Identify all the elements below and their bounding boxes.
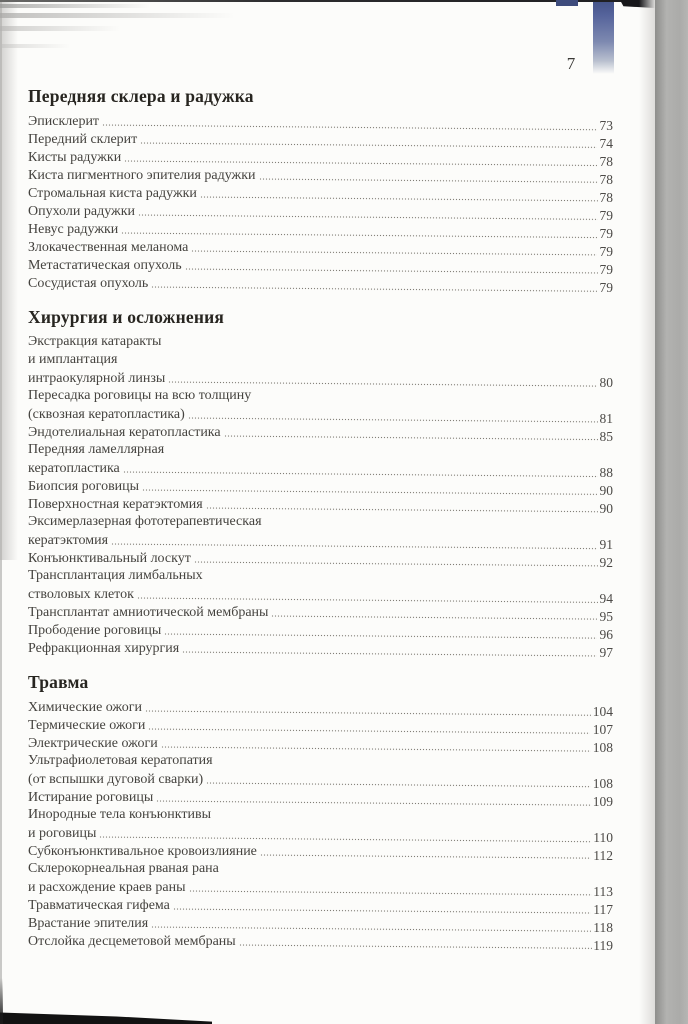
blue-tab-mark — [556, 0, 578, 6]
dot-leader — [271, 615, 597, 620]
toc-entry-line — [28, 405, 613, 426]
toc-entry-label: Кисты радужки — [28, 150, 122, 165]
toc-page-number: 104 — [592, 704, 613, 719]
toc-entry-label: (сквозная кератопластика) — [28, 407, 185, 422]
toc-page-number: 79 — [599, 208, 613, 223]
toc-entry-line — [28, 166, 613, 187]
toc-page-number: 117 — [593, 902, 613, 917]
toc-entry-label: Субконъюнктивальное кровоизлияние — [28, 844, 257, 859]
dot-leader — [239, 944, 592, 949]
toc-page-number: 110 — [593, 830, 613, 845]
toc-page-number: 96 — [599, 627, 613, 642]
toc-entry-line — [28, 567, 613, 585]
toc — [28, 86, 613, 953]
toc-page-number: 81 — [599, 411, 613, 426]
toc-entry-line — [28, 752, 613, 770]
toc-page-number: 92 — [599, 555, 613, 570]
toc-entry-label: интраокулярной линзы — [28, 371, 166, 386]
dot-leader — [191, 250, 597, 256]
section-title: Травма — [28, 672, 89, 692]
toc-entry-label: Истирание роговицы — [28, 790, 154, 805]
toc-entry-line — [28, 369, 613, 390]
dot-leader — [189, 890, 592, 896]
toc-entry-line — [28, 878, 613, 899]
toc-entry-label: Киста пигментного эпителия радужки — [28, 168, 256, 183]
toc-entry-line — [28, 806, 613, 824]
toc-entry-label: Отслойка десцеметовой мембраны — [28, 934, 236, 949]
toc-entry-label: кератопластика — [28, 461, 120, 476]
toc-entry-label: и имплантация — [28, 352, 118, 367]
toc-page-number: 95 — [599, 609, 613, 624]
toc-page-number: 109 — [592, 794, 613, 809]
toc-page-number: 85 — [599, 429, 613, 444]
page-number: 7 — [566, 54, 576, 73]
dot-leader — [194, 561, 598, 567]
dot-leader — [200, 196, 598, 202]
toc-entry-label: Термические ожоги — [28, 718, 146, 733]
toc-page-number: 108 — [592, 740, 613, 755]
toc-entry-line — [28, 351, 613, 369]
top-edge-line — [0, 0, 688, 2]
toc-entry-line — [28, 495, 613, 516]
toc-entry-line — [28, 274, 613, 295]
toc-entry-line — [28, 387, 613, 405]
toc-entry-line — [28, 770, 613, 791]
blue-chapter-ribbon — [593, 2, 614, 74]
toc-entry-line — [28, 914, 613, 935]
toc-entry-label: Стромальная киста радужки — [28, 186, 197, 201]
toc-page-number: 91 — [599, 537, 613, 552]
toc-entry-label: Трансплантат амниотической мембраны — [28, 605, 269, 620]
scan-streak — [0, 13, 235, 18]
toc-entry-label: Прободение роговицы — [28, 623, 162, 638]
toc-entry-line — [28, 603, 613, 624]
toc-page-number: 73 — [599, 118, 613, 133]
bottom-scan-wedge — [0, 1011, 212, 1024]
dot-leader — [182, 651, 597, 657]
left-binding-shadow — [0, 0, 18, 560]
toc-entry-label: Травматическая гифема — [28, 898, 170, 913]
toc-entry-line — [28, 698, 613, 719]
toc-entry-line — [28, 423, 613, 444]
toc-entry-label: и расхождение краев раны — [28, 880, 186, 895]
toc-entry-line — [28, 896, 613, 917]
toc-page-number: 88 — [599, 465, 613, 480]
scan-streak — [0, 26, 120, 31]
bottom-left-edge — [0, 978, 3, 1024]
toc-entry-line — [28, 238, 613, 259]
toc-entry-label: Инородные тела конъюнктивы — [28, 807, 211, 822]
toc-entry-line — [28, 459, 613, 480]
toc-entry-label: Биопсия роговицы — [28, 479, 140, 494]
toc-entry-line — [28, 441, 613, 459]
toc-entry-line — [28, 130, 613, 151]
left-edge-line — [0, 0, 2, 1024]
section-title: Передняя склера и радужка — [28, 86, 254, 106]
toc-entry-line — [28, 549, 613, 570]
toc-entry-label: Ультрафиолетовая кератопатия — [28, 753, 213, 768]
toc-entry-label: (от вспышки дуговой сварки) — [28, 772, 204, 787]
toc-entry-label: Поверхностная кератэктомия — [28, 497, 203, 512]
toc-page-number: 94 — [599, 591, 613, 606]
toc-entry-line — [28, 842, 613, 863]
toc-entry-line — [28, 220, 613, 241]
toc-page-number: 119 — [593, 938, 613, 953]
scan-streak — [0, 44, 70, 48]
toc-entry-line — [28, 639, 613, 660]
toc-entry-label: Склерокорнеальная рваная рана — [28, 861, 219, 876]
toc-page-number: 107 — [592, 722, 613, 737]
toc-entry-label: Передняя ламеллярная — [28, 442, 165, 457]
toc-entry-label: Конъюнктивальный лоскут — [28, 551, 191, 566]
right-page-shadow — [639, 0, 655, 1024]
toc-entry-line — [28, 585, 613, 606]
toc-entry-label: Химические ожоги — [28, 700, 142, 715]
toc-entry-label: Невус радужки — [28, 222, 119, 237]
toc-page-number: 78 — [599, 154, 613, 169]
toc-entry-label: Трансплантация лимбальных — [28, 568, 203, 583]
dot-leader — [206, 782, 591, 788]
toc-entry-line — [28, 860, 613, 878]
toc-page-number: 113 — [593, 884, 613, 899]
toc-entry-line — [28, 621, 613, 642]
toc-entry-label: кератэктомия — [28, 533, 109, 548]
toc-page-number: 79 — [599, 280, 613, 295]
toc-page-number: 90 — [599, 483, 613, 498]
section-title: Хирургия и осложнения — [28, 307, 225, 327]
toc-entry-line — [28, 112, 613, 133]
toc-entry-line — [28, 256, 613, 277]
toc-entry-line — [28, 716, 613, 737]
toc-page-number: 90 — [599, 501, 613, 516]
toc-entry-label: Экстракция катаракты — [28, 334, 162, 349]
toc-entry-line — [28, 932, 613, 953]
toc-entry-label: Метастатическая опухоль — [28, 258, 182, 273]
toc-page-number: 78 — [599, 172, 613, 187]
toc-page-number: 112 — [593, 848, 613, 863]
toc-entry-label: Пересадка роговицы на всю толщину — [28, 388, 252, 403]
toc-entry-label: Опухоли радужки — [28, 204, 135, 219]
toc-entry-line — [28, 788, 613, 809]
toc-page-number: 118 — [593, 920, 613, 935]
toc-entry-line — [28, 333, 613, 351]
dot-leader — [260, 854, 591, 859]
toc-page-number: 78 — [599, 190, 613, 205]
toc-entry-label: Электрические ожоги — [28, 736, 158, 751]
toc-entry-label: Врастание эпителия — [28, 916, 149, 931]
toc-page-number: 79 — [599, 226, 613, 241]
toc-page-number: 79 — [599, 244, 613, 259]
right-scan-edge — [655, 0, 688, 1024]
toc-entry-line — [28, 148, 613, 169]
toc-entry-label: Рефракционная хирургия — [28, 641, 180, 656]
toc-page-number: 79 — [599, 262, 613, 277]
toc-page-number: 97 — [599, 645, 613, 660]
toc-entry-line — [28, 824, 613, 845]
toc-page-number: 80 — [599, 375, 613, 390]
dot-leader — [224, 435, 598, 441]
toc-entry-line — [28, 531, 613, 552]
toc-entry-label: Сосудистая опухоль — [28, 276, 149, 291]
toc-entry-label: Передний склерит — [28, 132, 138, 147]
toc-entry-label: и роговицы — [28, 826, 97, 841]
toc-entry-label: Злокачественная меланома — [28, 240, 189, 255]
toc-entry-line — [28, 513, 613, 531]
toc-entry-label: Эписклерит — [28, 114, 100, 129]
toc-page-number: 108 — [592, 776, 613, 791]
toc-entry-label: Эндотелиальная кератопластика — [28, 425, 221, 440]
toc-entry-line — [28, 184, 613, 205]
toc-entry-line — [28, 734, 613, 755]
dot-leader — [259, 178, 598, 183]
scan-streak — [0, 4, 150, 8]
toc-entry-line — [28, 477, 613, 498]
toc-page-number: 74 — [599, 136, 613, 151]
dot-leader — [151, 286, 597, 292]
toc-entry-line — [28, 202, 613, 223]
toc-entry-label: Эксимерлазерная фототерапевтическая — [28, 514, 262, 529]
dot-leader — [206, 507, 598, 513]
toc-entry-label: стволовых клеток — [28, 587, 134, 602]
